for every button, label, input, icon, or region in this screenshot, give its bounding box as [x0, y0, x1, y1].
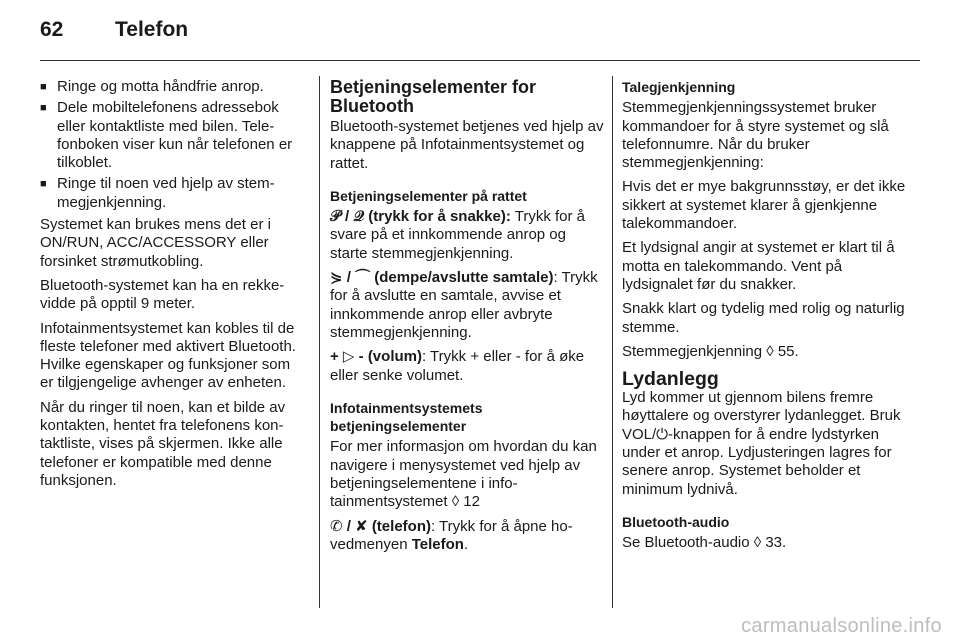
paragraph: Systemet kan brukes mens det er i ON/RUN, ACC/ACCESSORY eller forsinket strømutkobling.: [40, 216, 271, 270]
subheading-bluetooth-audio: Bluetooth-audio: [622, 513, 730, 530]
paragraph: Se Bluetooth-audio ◊ 33.: [622, 534, 787, 552]
column-2: [330, 78, 605, 560]
list-item: ■ Ringe til noen ved hjelp av stemmegjenkjenning.: [40, 175, 305, 212]
control-label: (volum): [367, 348, 422, 366]
page-header: [40, 18, 188, 48]
paragraph: Stemmegjenkjenning ◊ 55.: [622, 342, 799, 360]
header-rule: [40, 60, 920, 61]
paragraph: Snakk klart og tydelig med rolig og naturlig stemme.: [622, 300, 905, 336]
column-3: [622, 78, 907, 559]
column-1: [40, 78, 305, 496]
paragraph: Bluetooth-systemet betjenes ved hjelp av knappene på Infotainmentsystemet og rattet.: [330, 118, 604, 172]
menu-name: Telefon: [411, 535, 464, 553]
control-text: : Trykk for å åpne hovedmenyen: [330, 517, 573, 553]
control-text: : Trykk + eller - for å øke eller senke volumet.: [330, 348, 585, 384]
mute-end-call-icon: ⋟ / ⌒: [330, 269, 371, 287]
control-label: (telefon): [371, 517, 431, 535]
list-item: ■ Ringe og motta håndfrie anrop.: [40, 78, 305, 96]
subheading-voice-recognition: Talegjenkjenning: [622, 79, 736, 95]
volume-icon: + ▷ -: [330, 348, 364, 366]
column-divider-1: [319, 76, 320, 608]
control-item-volume: [330, 348, 605, 385]
feature-list: [40, 78, 305, 212]
paragraph: Stemmegjenkjenningssystemet bruker kommandoer for å styre systemet og slå telefonnumre. Når du bruker stemmegjenkjenning:: [622, 99, 889, 172]
section-heading-bluetooth-controls: Betjeningselementer for Bluetooth: [330, 77, 537, 116]
control-item-mute: [330, 269, 605, 342]
paragraph: Infotainmentsystemet kan kobles til de fleste telefoner med aktivert Bluetooth. Hvilke egenskaper og funksjoner som er tilgjengelige avhenger av enheten.: [40, 319, 296, 392]
paragraph: Når du ringer til noen, kan et bilde av kontakten, hentet fra telefonens kontaktliste, vises på skjermen. Ikke alle telefoner er kompatible med denne funksjonen.: [40, 398, 286, 489]
paragraph: For mer informasjon om hvordan du kan navigere i menysystemet ved hjelp av betjeningselementene i infotainmentsystemet ◊ 12: [330, 438, 597, 511]
control-item-talk: [330, 208, 605, 263]
list-item: ■ Dele mobiltelefonens adressebok eller kontaktliste med bilen. Telefonboken viser kun når telefonen er tilkoblet.: [40, 99, 305, 172]
control-text: Trykk for å svare på et innkommende anrop og starte stemmegjenkjenning.: [330, 208, 586, 262]
paragraph: Hvis det er mye bakgrunnsstøy, er det ikke sikkert at systemet klarer å gjenkjenne talekommandoer.: [622, 178, 906, 233]
talk-icon: 𝒫 / 𝒬: [330, 208, 365, 226]
control-text-end: .: [463, 535, 469, 553]
paragraph: Bluetooth-systemet kan ha en rekkevidde på opptil 9 meter.: [40, 276, 285, 313]
control-label: (dempe/avslutte samtale): [374, 269, 554, 287]
page-title: Telefon: [115, 18, 189, 41]
subheading-infotainment-controls: Infotainmentsystemets betjeningselementer: [330, 399, 483, 435]
control-text: : Trykk for å avslutte en samtale, avvise et innkommende anrop eller avbryte stemmegjenkjenning.: [330, 269, 598, 341]
control-label: (trykk for å snakke):: [368, 208, 511, 226]
watermark: carmanualsonline.info: [741, 615, 942, 637]
paragraph: Et lydsignal angir at systemet er klart til å motta en talekommando. Vent på lydsignalet før du snakker.: [622, 239, 895, 293]
section-heading-audio: Lydanlegg: [622, 368, 719, 391]
paragraph: Lyd kommer ut gjennom bilens fremre høyttalere og overstyrer lydanlegget. Bruk VOL/⏻-knappen for å endre lydstyrken under et anrop. Lydjusteringen lagres for senere anrop. Systemet beholder et minimum lydnivå.: [622, 389, 901, 498]
phone-icon: ✆ / ✘: [330, 517, 368, 535]
subheading-steering-controls: Betjeningselementer på rattet: [330, 187, 527, 204]
column-divider-2: [612, 76, 613, 608]
page-number: 62: [40, 18, 64, 41]
control-item-phone: [330, 518, 605, 555]
